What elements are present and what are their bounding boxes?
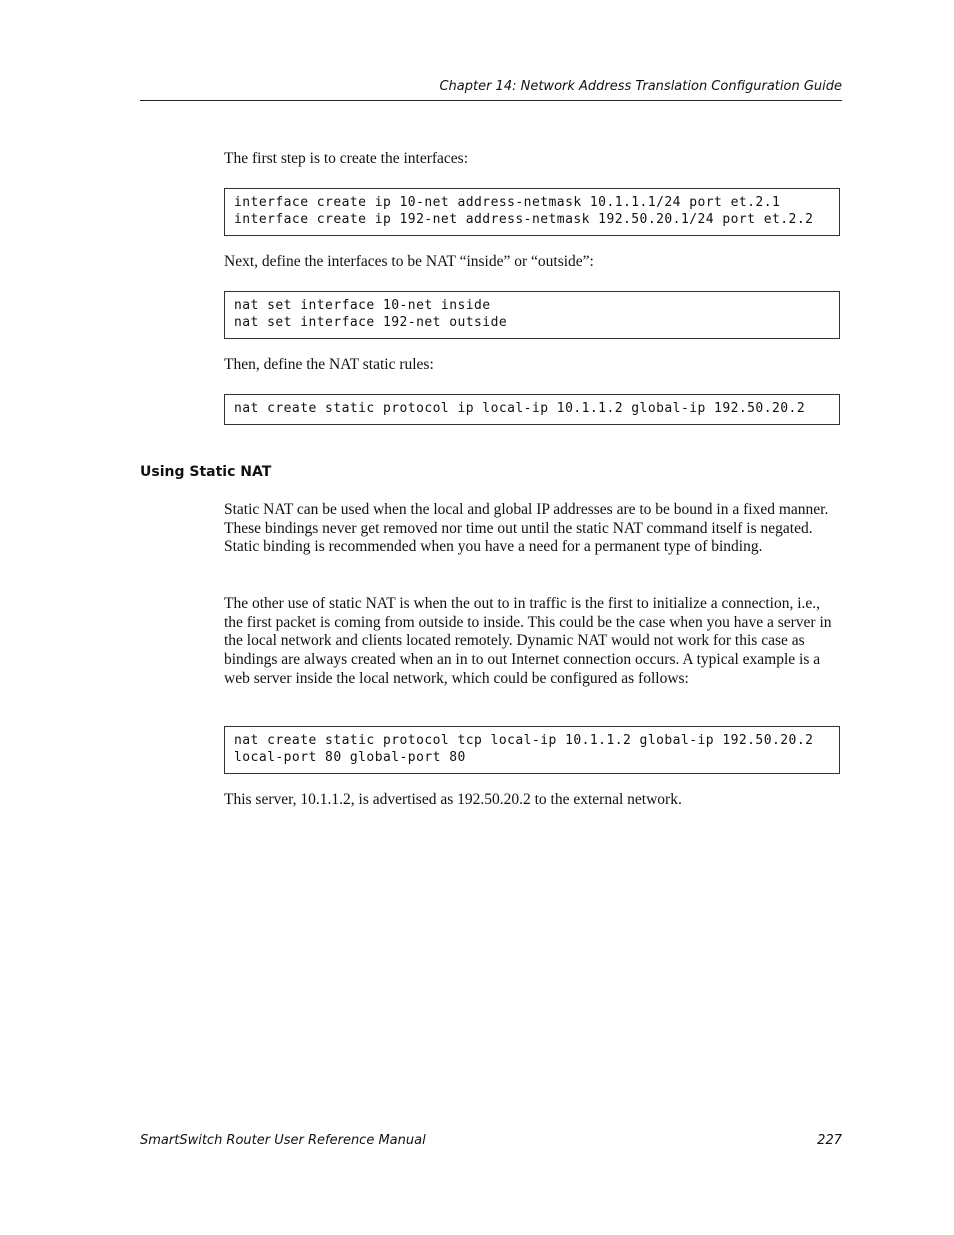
code-line: nat set interface 192-net outside	[234, 315, 508, 330]
footer-page-number: 227	[817, 1133, 842, 1148]
section-heading: Using Static NAT	[140, 464, 272, 480]
code-line: nat create static protocol ip local-ip 10.1.1.2 global-ip 192.50.20.2	[234, 401, 806, 416]
code-block-nat-static-ip	[224, 394, 840, 425]
intro-paragraph-inside-outside: Next, define the interfaces to be NAT “inside” or “outside”:	[224, 253, 594, 270]
code-line: interface create ip 10-net address-netmask 10.1.1.1/24 port et.2.1	[234, 195, 781, 210]
paragraph-static-nat-server: The other use of static NAT is when the out to in traffic is the first to initialize a connection, i.e., the first packet is coming from outside to inside. This could be the case when you have a server in the local network and clients located remotely. Dynamic NAT would not work for this case as bindings are always created when an in to out Internet connection occurs. A typical example is a web server inside the local network, which could be configured as follows:	[224, 595, 832, 687]
footer-manual-title: SmartSwitch Router User Reference Manual	[140, 1133, 426, 1148]
intro-paragraph-static-rules: Then, define the NAT static rules:	[224, 356, 434, 373]
code-line: interface create ip 192-net address-netmask 192.50.20.1/24 port et.2.2	[234, 212, 814, 227]
code-block-create-interfaces	[224, 188, 840, 236]
code-line: local-port 80 global-port 80	[234, 750, 466, 765]
paragraph-static-nat-binding: Static NAT can be used when the local and global IP addresses are to be bound in a fixed manner. These bindings never get removed nor time out until the static NAT command itself is negated. Static binding is recommended when you have a need for a permanent type of binding.	[224, 501, 829, 556]
code-line: nat create static protocol tcp local-ip 10.1.1.2 global-ip 192.50.20.2	[234, 733, 814, 748]
code-line: nat set interface 10-net inside	[234, 298, 491, 313]
running-head: Chapter 14: Network Address Translation Configuration Guide	[439, 79, 842, 94]
header-rule	[140, 100, 842, 101]
code-block-nat-static-tcp	[224, 726, 840, 774]
intro-paragraph-interfaces: The first step is to create the interfaces:	[224, 150, 469, 167]
code-block-nat-set-interface	[224, 291, 840, 339]
closing-paragraph: This server, 10.1.1.2, is advertised as 192.50.20.2 to the external network.	[224, 791, 682, 808]
